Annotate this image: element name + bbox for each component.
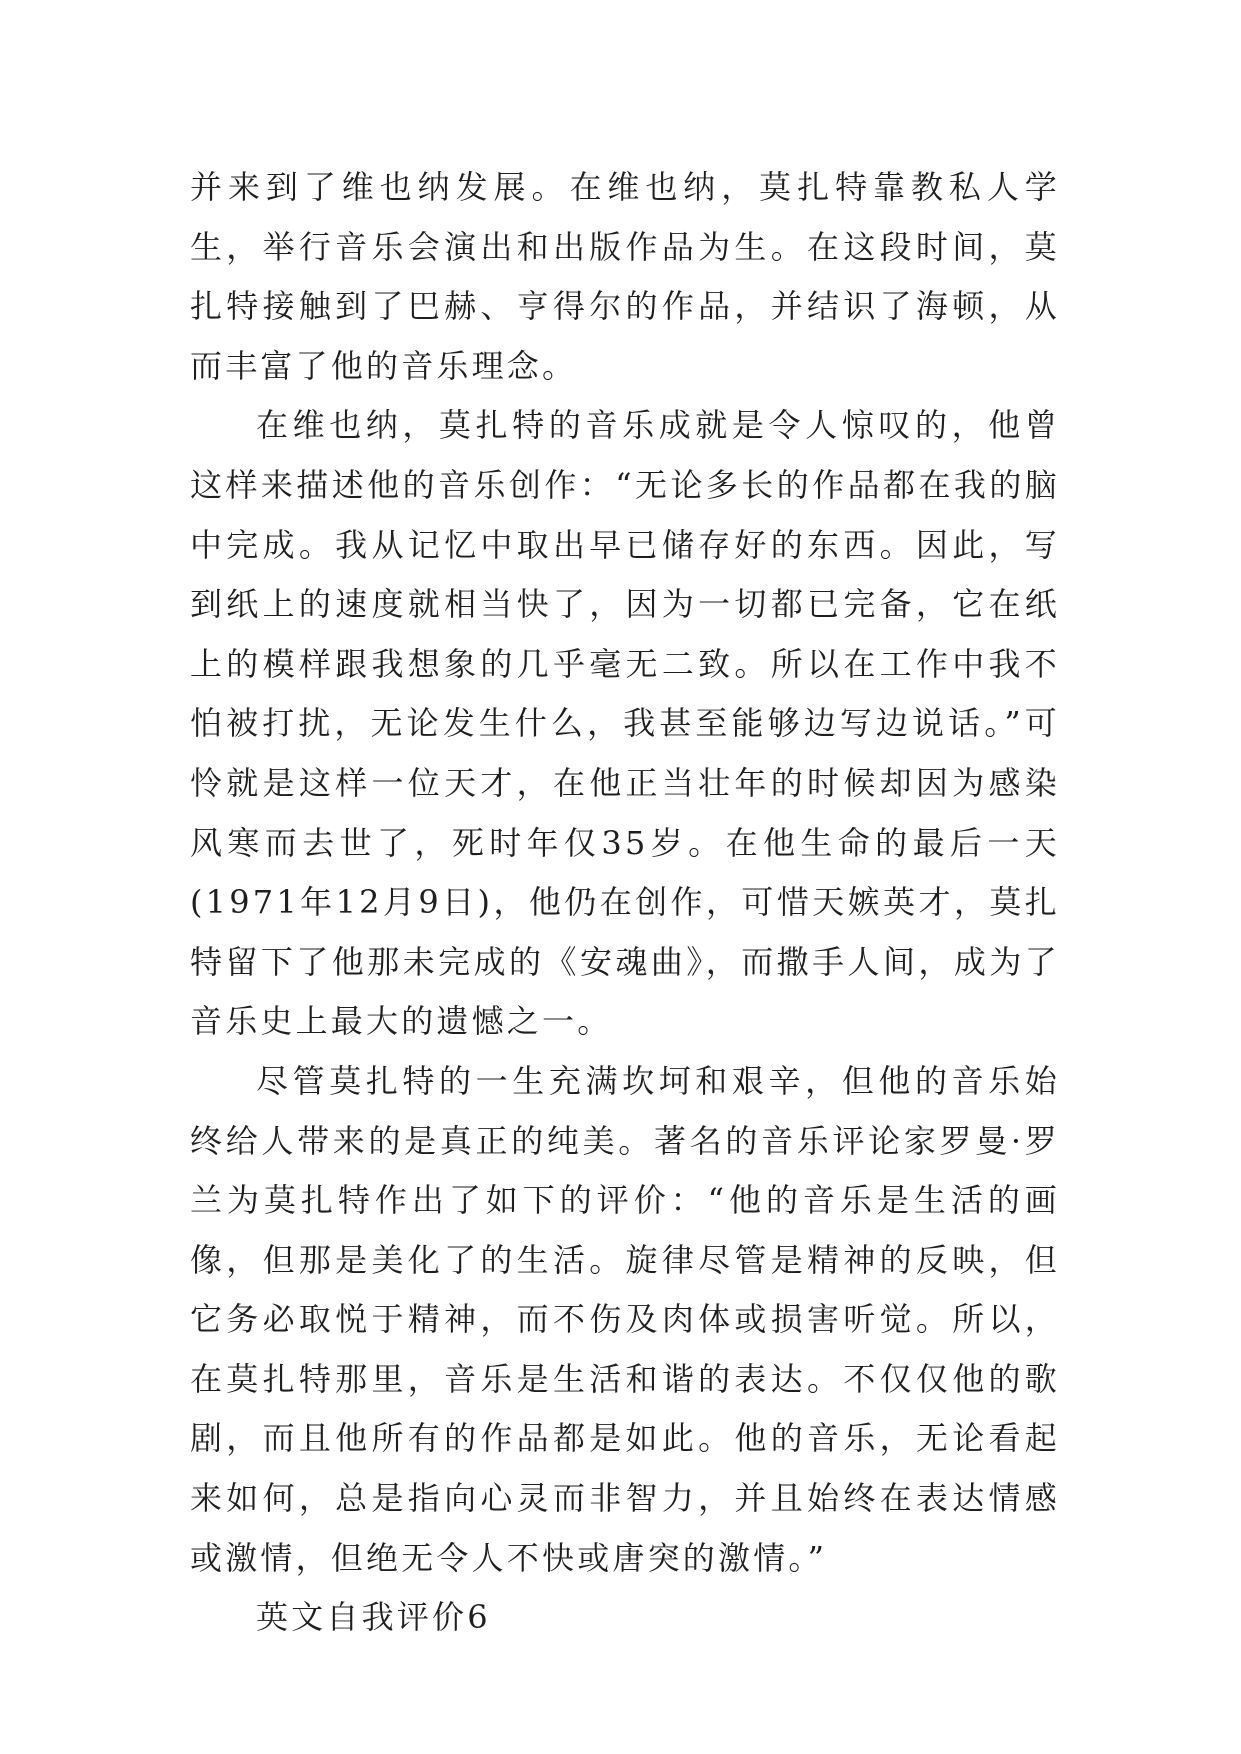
paragraph-vienna-achievements: 在维也纳，莫扎特的音乐成就是令人惊叹的，他曾这样来描述他的音乐创作：“无论多长的作品都在我的脑中完成。我从记忆中取出早已储存好的东西。因此，写到纸上的速度就相当快了，因为一切都已完备，它在纸上的模样跟我想象的几乎毫无二致。所以在工作中我不怕被打扰，无论发生什么，我甚至能够边写边说话。”可怜就是这样一位天才，在他正当壮年的时候却因为感染风寒而去世了，死时年仅35岁。在他生命的最后一天(1971年12月9日)，他仍在创作，可惜天嫉英才，莫扎特留下了他那未完成的《安魂曲》，而撒手人间，成为了音乐史上最大的遗憾之一。 bbox=[190, 406, 1060, 1041]
document-body bbox=[190, 158, 1060, 1648]
paragraph-romain-rolland-review: 尽管莫扎特的一生充满坎坷和艰辛，但他的音乐始终给人带来的是真正的纯美。著名的音乐评论家罗曼·罗兰为莫扎特作出了如下的评价：“他的音乐是生活的画像，但那是美化了的生活。旋律尽管是精神的反映，但它务必取悦于精神，而不伤及肉体或损害听觉。所以，在莫扎特那里，音乐是生活和谐的表达。不仅仅他的歌剧，而且他所有的作品都是如此。他的音乐，无论看起来如何，总是指向心灵而非智力，并且始终在表达情感或激情，但绝无令人不快或唐突的激情。” bbox=[190, 1061, 1060, 1577]
section-heading: 英文自我评价6 bbox=[256, 1598, 491, 1637]
paragraph-continuation: 并来到了维也纳发展。在维也纳，莫扎特靠教私人学生，举行音乐会演出和出版作品为生。在这段时间，莫扎特接触到了巴赫、亨得尔的作品，并结识了海顿，从而丰富了他的音乐理念。 bbox=[190, 168, 1060, 385]
